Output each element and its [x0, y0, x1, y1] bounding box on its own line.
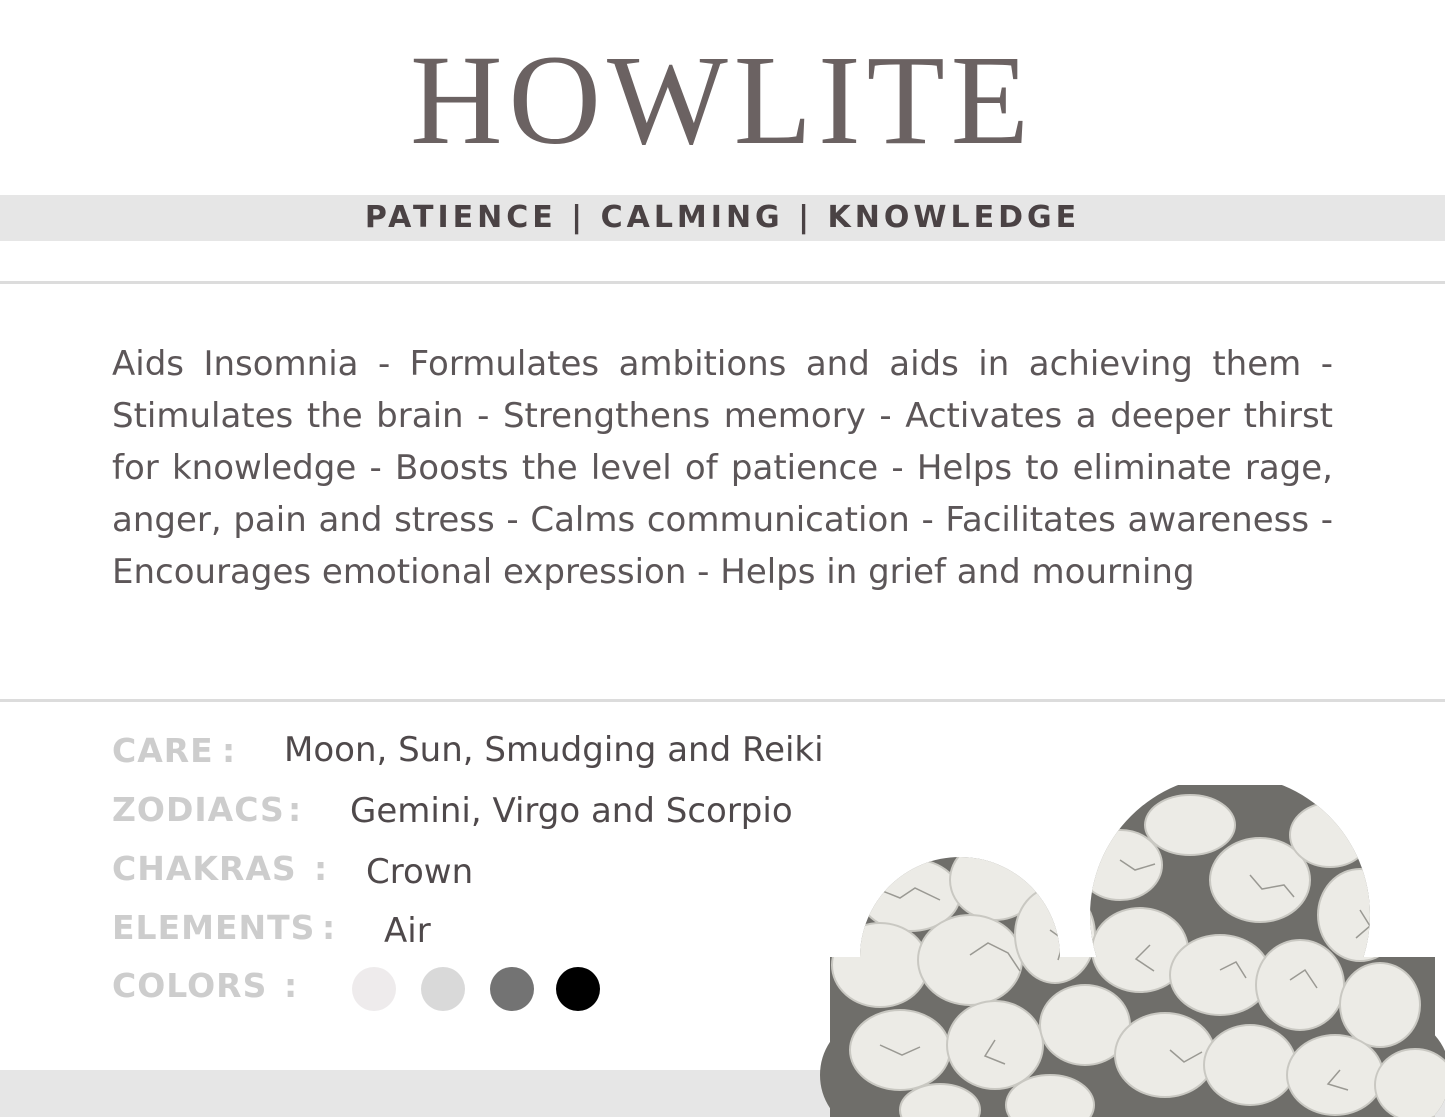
color-swatch-3: [490, 967, 534, 1011]
color-swatch-1: [352, 967, 396, 1011]
description-text: Aids Insomnia - Formulates ambitions and aids in achieving them - Stimulates the brain - Strengthens memory - Activates a deeper thirst for knowledge - Boosts the level of patience - Helps to eliminate rage, anger, pain and stress - Calms communication - Facilitates awareness - Encourages emotional expression - Helps in grief and mourning: [112, 344, 1333, 592]
howlite-stones-image: [820, 785, 1445, 1117]
zodiacs-colon: :: [288, 790, 302, 829]
color-swatch-2: [421, 967, 465, 1011]
divider-bottom: [0, 699, 1445, 702]
care-colon: :: [222, 731, 236, 770]
chakras-value: Crown: [366, 852, 474, 892]
elements-colon: :: [322, 908, 336, 947]
colors-colon: :: [284, 966, 298, 1005]
tagline: PATIENCE | CALMING | KNOWLEDGE: [364, 200, 1081, 235]
care-label: CARE: [112, 731, 214, 770]
divider-top: [0, 281, 1445, 284]
care-value: Moon, Sun, Smudging and Reiki: [284, 730, 824, 770]
zodiacs-value: Gemini, Virgo and Scorpio: [350, 791, 793, 831]
page-title: HOWLITE: [410, 29, 1035, 171]
chakras-colon: :: [314, 849, 328, 888]
elements-label: ELEMENTS: [112, 908, 316, 947]
color-swatch-4: [556, 967, 600, 1011]
chakras-label: CHAKRAS: [112, 849, 297, 888]
colors-label: COLORS: [112, 966, 268, 1005]
elements-value: Air: [384, 911, 431, 951]
zodiacs-label: ZODIACS: [112, 790, 285, 829]
